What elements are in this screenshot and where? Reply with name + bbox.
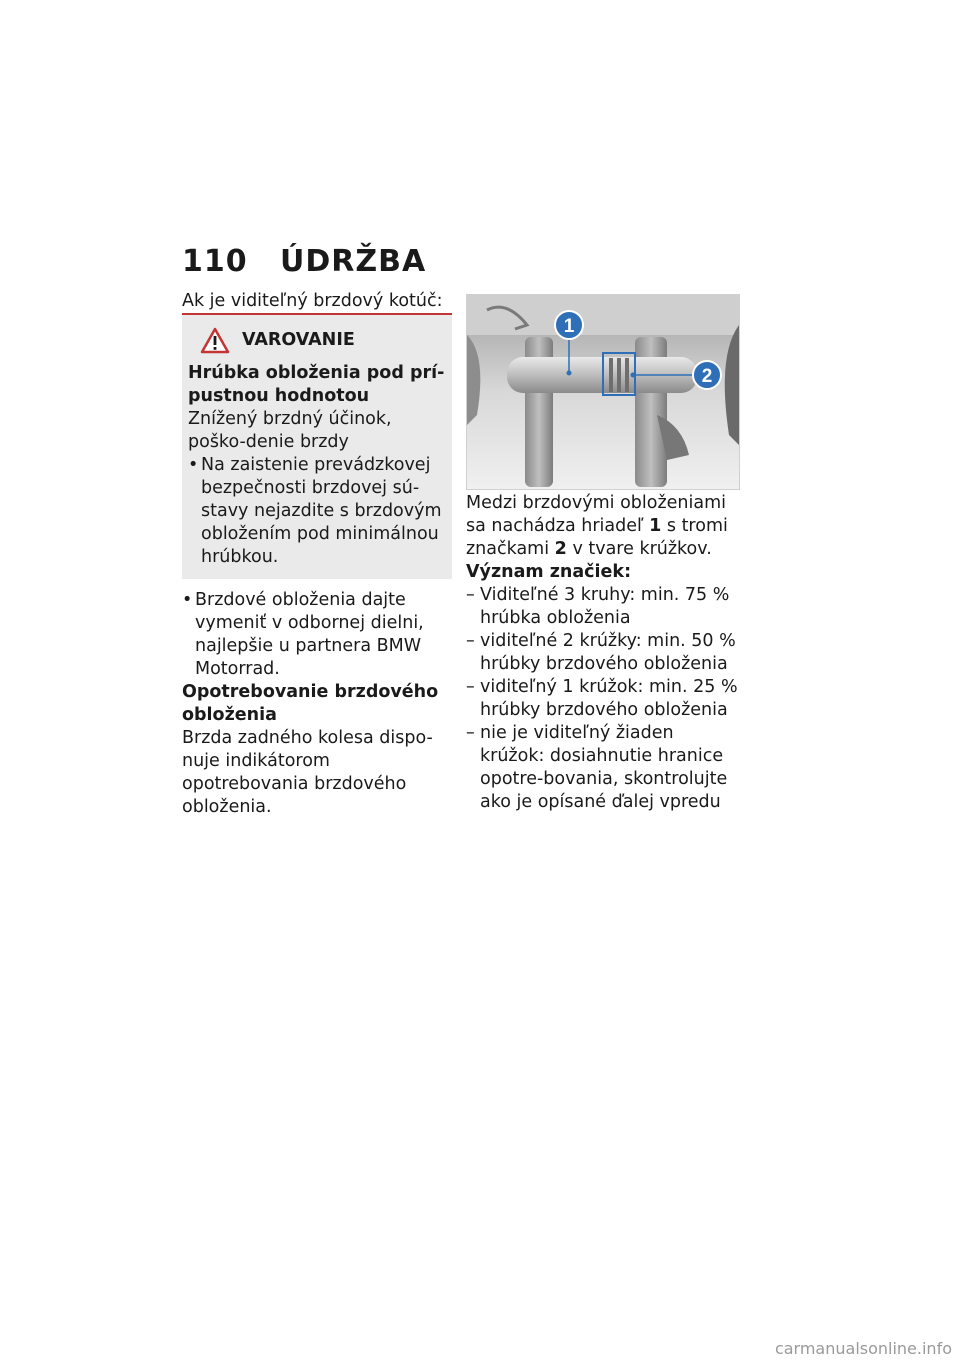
shaft-text-b: s tromi značkami [466, 516, 728, 559]
shaft-description [466, 492, 738, 561]
intro-text: Ak je viditeľný brzdový kotúč: [182, 291, 443, 311]
replace-bullet [182, 589, 452, 681]
section-heading: Opotrebovanie brzdového obloženia [182, 682, 439, 725]
watermark: carmanualsonline.info [774, 1339, 952, 1358]
right-column [466, 294, 738, 814]
replace-bullet-text: Brzdové obloženia dajte vymeniť v odbornej dielni, najlepšie u partnera BMW Motorrad. [195, 590, 424, 679]
left-column [182, 290, 452, 819]
legend-item-text: viditeľné 2 krúžky: min. 50 % hrúbky brzdového obloženia [480, 631, 736, 674]
page-header [182, 244, 426, 279]
shaft-text-a: Medzi brzdovými obloženiami sa nachádza hriadeľ [466, 493, 726, 536]
ref-1: 1 [649, 516, 662, 536]
warning-triangle-icon [200, 327, 230, 354]
section-title: ÚDRŽBA [280, 244, 427, 279]
legend-item: – nie je viditeľný žiaden krúžok: dosiahnutie hranice opotre-bovania, skontrolujte ako je opísané ďalej vpredu [466, 722, 738, 814]
legend-item: – viditeľný 1 krúžok: min. 25 % hrúbky brzdového obloženia [466, 677, 738, 720]
legend-item-text: Viditeľné 3 kruhy: min. 75 % hrúbka obloženia [480, 585, 730, 628]
brake-shaft-photo [466, 294, 740, 490]
shaft-text-c: v tvare krúžkov. [572, 539, 712, 559]
legend-heading: Význam značiek: [466, 562, 632, 582]
bullet-icon: • [188, 455, 199, 475]
legend-item-text: viditeľný 1 krúžok: min. 25 % hrúbky brzdového obloženia [480, 677, 738, 720]
bullet-icon: • [182, 590, 193, 610]
warning-heading: Hrúbka obloženia pod prí-pustnou hodnotou [188, 363, 445, 406]
warning-effect: Znížený brzdný účinok, poško-denie brzdy [188, 409, 392, 452]
ref-2: 2 [554, 539, 567, 559]
warning-box [182, 313, 452, 579]
photo-label-1: 1 [563, 316, 575, 337]
legend-item: – Viditeľné 3 kruhy: min. 75 % hrúbka obloženia [466, 584, 738, 630]
warning-title: VAROVANIE [242, 330, 355, 350]
photo-label-2: 2 [701, 366, 713, 387]
warning-header [188, 327, 446, 354]
warning-bullet [188, 454, 446, 569]
legend-item: – viditeľné 2 krúžky: min. 50 % hrúbky brzdového obloženia [466, 630, 738, 676]
warning-bullet-text: Na zaistenie prevádzkovej bezpečnosti brzdovej sú-stavy nejazdite s brzdovým obložením pod minimálnou hrúbkou. [201, 455, 442, 567]
page-number: 110 [182, 244, 248, 279]
legend-item-text: nie je viditeľný žiaden krúžok: dosiahnutie hranice opotre-bovania, skontrolujte ako je opísané ďalej vpredu [480, 723, 728, 812]
section-text: Brzda zadného kolesa dispo-nuje indikátorom opotrebovania brzdového obloženia. [182, 728, 433, 817]
